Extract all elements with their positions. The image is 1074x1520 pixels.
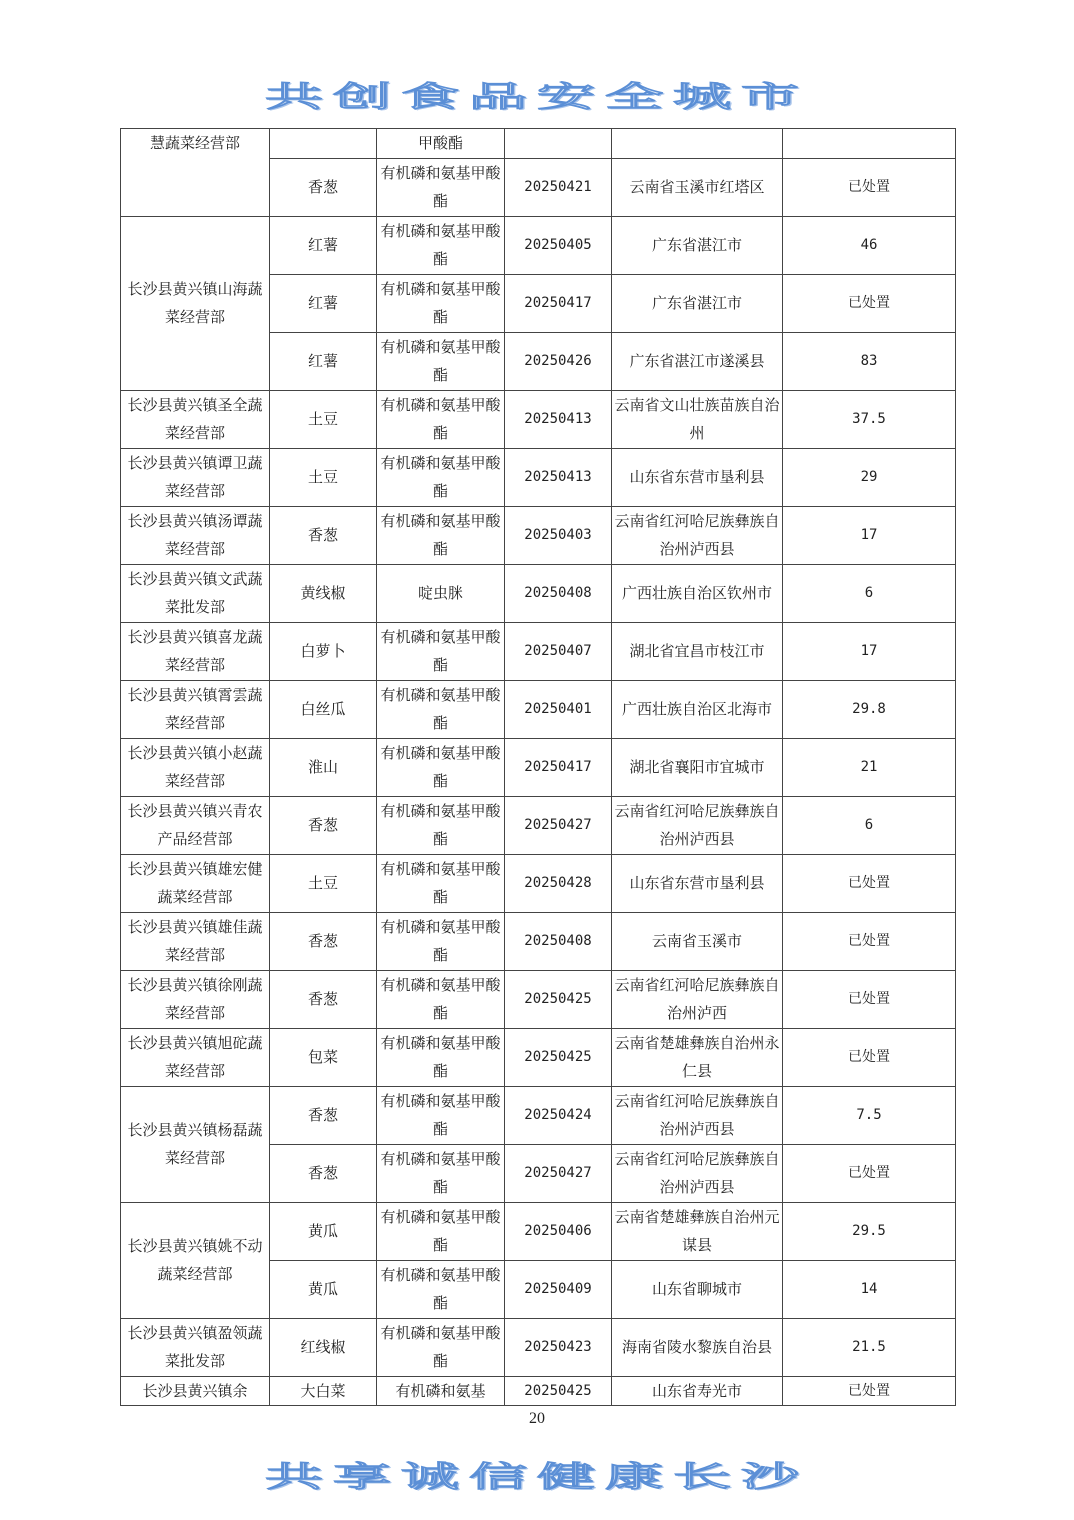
test-item-cell: 有机磷和氨基甲酸酯	[377, 912, 505, 970]
test-item-cell: 有机磷和氨基甲酸酯	[377, 970, 505, 1028]
product-cell: 白萝卜	[270, 622, 377, 680]
origin-cell: 湖北省襄阳市宜城市	[612, 738, 783, 796]
origin-cell: 广东省湛江市	[612, 216, 783, 274]
date-cell: 20250417	[505, 738, 612, 796]
header-banner: 共创食品安全城市	[264, 79, 809, 114]
origin-cell: 云南省楚雄彝族自治州元谋县	[612, 1202, 783, 1260]
date-cell: 20250413	[505, 390, 612, 448]
origin-cell	[612, 129, 783, 159]
product-cell: 淮山	[270, 738, 377, 796]
table-row	[121, 1376, 956, 1406]
result-cell: 29.5	[783, 1202, 956, 1260]
date-cell: 20250413	[505, 448, 612, 506]
result-cell: 已处置	[783, 854, 956, 912]
date-cell: 20250417	[505, 274, 612, 332]
store-cell: 长沙县黄兴镇汤谭蔬菜经营部	[121, 506, 270, 564]
product-cell: 黄瓜	[270, 1260, 377, 1318]
store-cell: 长沙县黄兴镇雄宏健蔬菜经营部	[121, 854, 270, 912]
store-cell: 长沙县黄兴镇徐刚蔬菜经营部	[121, 970, 270, 1028]
result-cell: 已处置	[783, 912, 956, 970]
origin-cell: 云南省楚雄彝族自治州永仁县	[612, 1028, 783, 1086]
product-cell: 香葱	[270, 506, 377, 564]
origin-cell: 云南省红河哈尼族彝族自治州泸西县	[612, 1144, 783, 1202]
product-cell: 香葱	[270, 912, 377, 970]
table-row	[121, 912, 956, 970]
table-row	[121, 1086, 956, 1144]
date-cell: 20250423	[505, 1318, 612, 1376]
table-row	[121, 854, 956, 912]
result-cell: 已处置	[783, 274, 956, 332]
product-cell: 红薯	[270, 274, 377, 332]
store-cell: 长沙县黄兴镇山海蔬菜经营部	[121, 216, 270, 390]
test-item-cell: 有机磷和氨基甲酸酯	[377, 622, 505, 680]
product-cell: 香葱	[270, 1086, 377, 1144]
product-cell: 大白菜	[270, 1376, 377, 1406]
store-cell: 长沙县黄兴镇旭砣蔬菜经营部	[121, 1028, 270, 1086]
origin-cell: 山东省东营市垦利县	[612, 448, 783, 506]
test-item-cell: 有机磷和氨基甲酸酯	[377, 274, 505, 332]
page-number: 20	[529, 1410, 545, 1427]
product-cell: 香葱	[270, 1144, 377, 1202]
inspection-table	[120, 128, 956, 1406]
product-cell: 香葱	[270, 796, 377, 854]
date-cell: 20250427	[505, 796, 612, 854]
product-cell: 包菜	[270, 1028, 377, 1086]
table-row	[121, 1318, 956, 1376]
test-item-cell: 啶虫脒	[377, 564, 505, 622]
table-row	[121, 738, 956, 796]
date-cell: 20250407	[505, 622, 612, 680]
origin-cell: 云南省红河哈尼族彝族自治州泸西县	[612, 796, 783, 854]
result-cell: 29.8	[783, 680, 956, 738]
store-cell: 长沙县黄兴镇谭卫蔬菜经营部	[121, 448, 270, 506]
date-cell	[505, 129, 612, 159]
result-cell: 已处置	[783, 158, 956, 216]
product-cell: 香葱	[270, 158, 377, 216]
origin-cell: 云南省红河哈尼族彝族自治州泸西	[612, 970, 783, 1028]
origin-cell: 云南省玉溪市	[612, 912, 783, 970]
test-item-cell: 有机磷和氨基甲酸酯	[377, 390, 505, 448]
date-cell: 20250401	[505, 680, 612, 738]
date-cell: 20250408	[505, 564, 612, 622]
store-cell: 长沙县黄兴镇雄佳蔬菜经营部	[121, 912, 270, 970]
result-cell: 83	[783, 332, 956, 390]
test-item-cell: 有机磷和氨基甲酸酯	[377, 738, 505, 796]
test-item-cell: 有机磷和氨基甲酸酯	[377, 1260, 505, 1318]
date-cell: 20250425	[505, 970, 612, 1028]
test-item-cell: 有机磷和氨基甲酸酯	[377, 854, 505, 912]
store-cell: 慧蔬菜经营部	[121, 129, 270, 217]
origin-cell: 山东省聊城市	[612, 1260, 783, 1318]
date-cell: 20250408	[505, 912, 612, 970]
test-item-cell: 有机磷和氨基甲酸酯	[377, 506, 505, 564]
product-cell: 香葱	[270, 970, 377, 1028]
result-cell	[783, 129, 956, 159]
table-row	[121, 390, 956, 448]
result-cell: 已处置	[783, 1144, 956, 1202]
result-cell: 37.5	[783, 390, 956, 448]
product-cell: 土豆	[270, 854, 377, 912]
result-cell: 17	[783, 622, 956, 680]
origin-cell: 湖北省宜昌市枝江市	[612, 622, 783, 680]
table-row	[121, 970, 956, 1028]
result-cell: 46	[783, 216, 956, 274]
store-cell: 长沙县黄兴镇姚不动蔬菜经营部	[121, 1202, 270, 1318]
date-cell: 20250428	[505, 854, 612, 912]
store-cell: 长沙县黄兴镇喜龙蔬菜经营部	[121, 622, 270, 680]
table-row	[121, 564, 956, 622]
result-cell: 已处置	[783, 970, 956, 1028]
product-cell: 土豆	[270, 390, 377, 448]
origin-cell: 海南省陵水黎族自治县	[612, 1318, 783, 1376]
test-item-cell: 有机磷和氨基甲酸酯	[377, 216, 505, 274]
date-cell: 20250424	[505, 1086, 612, 1144]
table-row	[121, 1202, 956, 1260]
table-row	[121, 129, 956, 159]
origin-cell: 山东省寿光市	[612, 1376, 783, 1406]
test-item-cell: 有机磷和氨基甲酸酯	[377, 332, 505, 390]
test-item-cell: 有机磷和氨基甲酸酯	[377, 1028, 505, 1086]
origin-cell: 云南省玉溪市红塔区	[612, 158, 783, 216]
test-item-cell: 有机磷和氨基甲酸酯	[377, 1202, 505, 1260]
date-cell: 20250421	[505, 158, 612, 216]
origin-cell: 广西壮族自治区钦州市	[612, 564, 783, 622]
store-cell: 长沙县黄兴镇余	[121, 1376, 270, 1406]
table-row	[121, 506, 956, 564]
table-row	[121, 622, 956, 680]
result-cell: 6	[783, 564, 956, 622]
date-cell: 20250405	[505, 216, 612, 274]
result-cell: 29	[783, 448, 956, 506]
date-cell: 20250427	[505, 1144, 612, 1202]
store-cell: 长沙县黄兴镇文武蔬菜批发部	[121, 564, 270, 622]
result-cell: 7.5	[783, 1086, 956, 1144]
test-item-cell: 有机磷和氨基甲酸酯	[377, 680, 505, 738]
product-cell: 黄线椒	[270, 564, 377, 622]
store-cell: 长沙县黄兴镇霄雲蔬菜经营部	[121, 680, 270, 738]
result-cell: 6	[783, 796, 956, 854]
test-item-cell: 有机磷和氨基甲酸酯	[377, 1318, 505, 1376]
product-cell: 黄瓜	[270, 1202, 377, 1260]
table-row	[121, 1028, 956, 1086]
date-cell: 20250403	[505, 506, 612, 564]
date-cell: 20250426	[505, 332, 612, 390]
origin-cell: 广东省湛江市遂溪县	[612, 332, 783, 390]
table-row	[121, 680, 956, 738]
footer-banner: 共享诚信健康长沙	[264, 1459, 809, 1494]
product-cell: 红薯	[270, 332, 377, 390]
product-cell: 红线椒	[270, 1318, 377, 1376]
date-cell: 20250409	[505, 1260, 612, 1318]
product-cell: 白丝瓜	[270, 680, 377, 738]
origin-cell: 云南省红河哈尼族彝族自治州泸西县	[612, 506, 783, 564]
origin-cell: 云南省文山壮族苗族自治州	[612, 390, 783, 448]
origin-cell: 广西壮族自治区北海市	[612, 680, 783, 738]
date-cell: 20250406	[505, 1202, 612, 1260]
test-item-cell: 有机磷和氨基甲酸酯	[377, 1086, 505, 1144]
table-row	[121, 796, 956, 854]
result-cell: 21	[783, 738, 956, 796]
table-row	[121, 216, 956, 274]
test-item-cell: 有机磷和氨基甲酸酯	[377, 448, 505, 506]
result-cell: 14	[783, 1260, 956, 1318]
table-row	[121, 448, 956, 506]
result-cell: 17	[783, 506, 956, 564]
test-item-cell: 有机磷和氨基甲酸酯	[377, 796, 505, 854]
result-cell: 已处置	[783, 1028, 956, 1086]
store-cell: 长沙县黄兴镇杨磊蔬菜经营部	[121, 1086, 270, 1202]
store-cell: 长沙县黄兴镇小赵蔬菜经营部	[121, 738, 270, 796]
product-cell: 土豆	[270, 448, 377, 506]
origin-cell: 云南省红河哈尼族彝族自治州泸西县	[612, 1086, 783, 1144]
date-cell: 20250425	[505, 1028, 612, 1086]
product-cell: 红薯	[270, 216, 377, 274]
test-item-cell: 有机磷和氨基甲酸酯	[377, 1144, 505, 1202]
product-cell	[270, 129, 377, 159]
result-cell: 21.5	[783, 1318, 956, 1376]
store-cell: 长沙县黄兴镇盈领蔬菜批发部	[121, 1318, 270, 1376]
test-item-cell: 有机磷和氨基甲酸酯	[377, 158, 505, 216]
origin-cell: 山东省东营市垦利县	[612, 854, 783, 912]
result-cell: 已处置	[783, 1376, 956, 1406]
test-item-cell: 甲酸酯	[377, 129, 505, 159]
test-item-cell: 有机磷和氨基	[377, 1376, 505, 1406]
date-cell: 20250425	[505, 1376, 612, 1406]
store-cell: 长沙县黄兴镇圣全蔬菜经营部	[121, 390, 270, 448]
store-cell: 长沙县黄兴镇兴青农产品经营部	[121, 796, 270, 854]
origin-cell: 广东省湛江市	[612, 274, 783, 332]
